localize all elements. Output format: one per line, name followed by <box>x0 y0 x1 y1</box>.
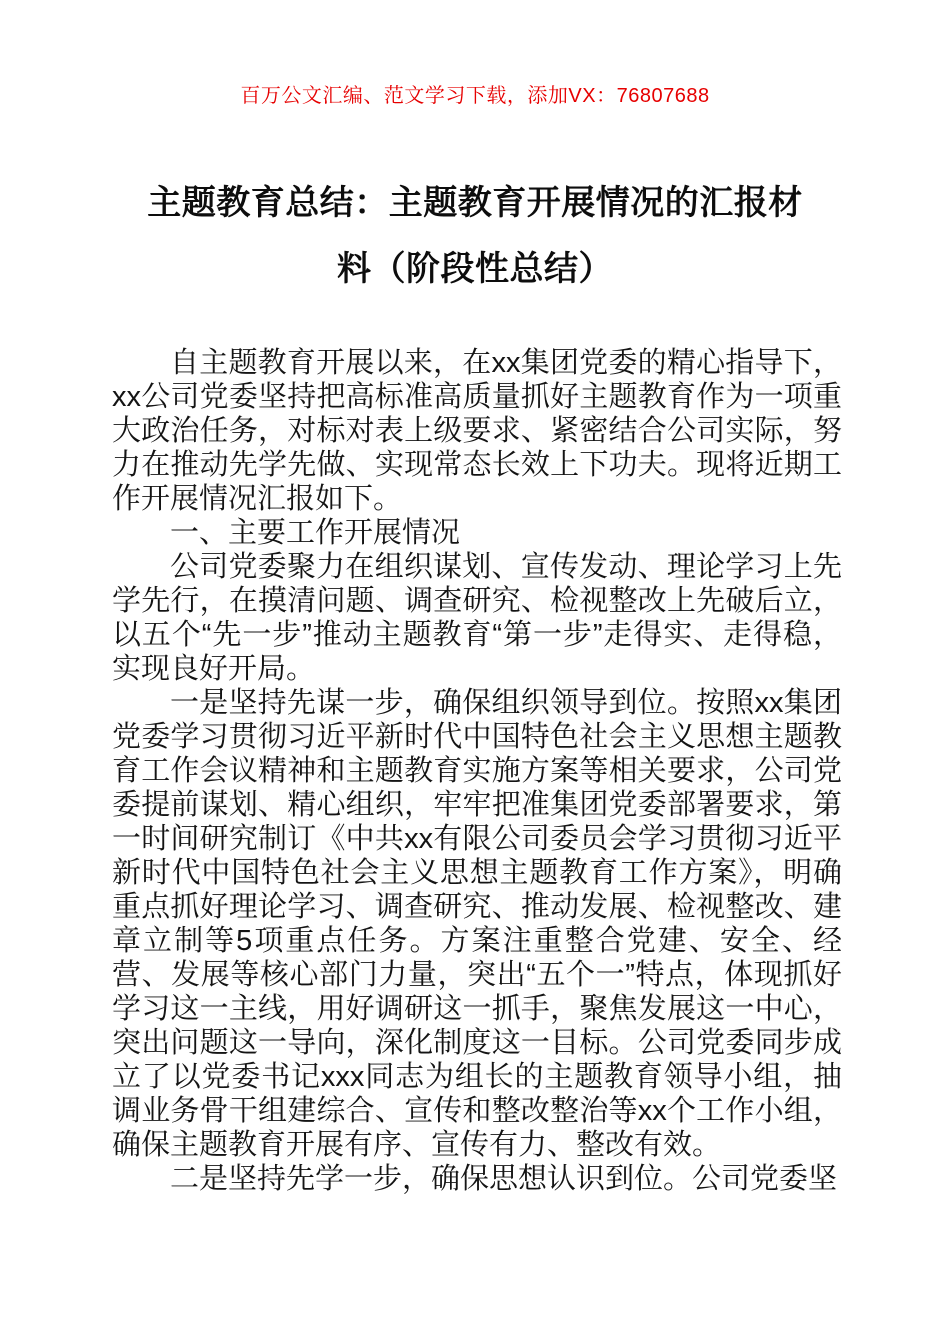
paragraph-point-one: 一是坚持先谋一步，确保组织领导到位。按照xx集团党委学习贯彻习近平新时代中国特色社会主义思想主题教育工作会议精神和主题教育实施方案等相关要求，公司党委提前谋划、精心组织，牢牢把准集团党委部署要求，第一时间研究制订《中共xx有限公司委员会学习贯彻习近平新时代中国特色社会主义思想主题教育工作方案》，明确重点抓好理论学习、调查研究、推动发展、检视整改、建章立制等5项重点任务。方案注重整合党建、安全、经营、发展等核心部门力量，突出“五个一”特点，体现抓好学习这一主线，用好调研这一抓手，聚焦发展这一中心，突出问题这一导向，深化制度这一目标。公司党委同步成立了以党委书记xxx同志为组长的主题教育领导小组，抽调业务骨干组建综合、宣传和整改整治等xx个工作小组，确保主题教育开展有序、宣传有力、整改有效。 <box>112 687 842 1161</box>
paragraph-overview: 公司党委聚力在组织谋划、宣传发动、理论学习上先学先行，在摸清问题、调查研究、检视整改上先破后立，以五个“先一步”推动主题教育“第一步”走得实、走得稳，实现良好开局。 <box>112 551 842 685</box>
paragraph-intro: 自主题教育开展以来，在xx集团党委的精心指导下，xx公司党委坚持把高标准高质量抓好主题教育作为一项重大政治任务，对标对表上级要求、紧密结合公司实际，努力在推动先学先做、实现常态长效上下功夫。现将近期工作开展情况汇报如下。 <box>112 347 842 515</box>
document-title: 主题教育总结：主题教育开展情况的汇报材料（阶段性总结） <box>147 184 803 288</box>
document-body <box>112 346 842 1196</box>
promo-banner: 百万公文汇编、范文学习下载，添加VX：76807688 <box>240 85 710 107</box>
section-heading: 一、主要工作开展情况 <box>170 517 461 549</box>
paragraph-point-two-truncated: 二是坚持先学一步，确保思想认识到位。公司党委坚 <box>170 1163 838 1195</box>
